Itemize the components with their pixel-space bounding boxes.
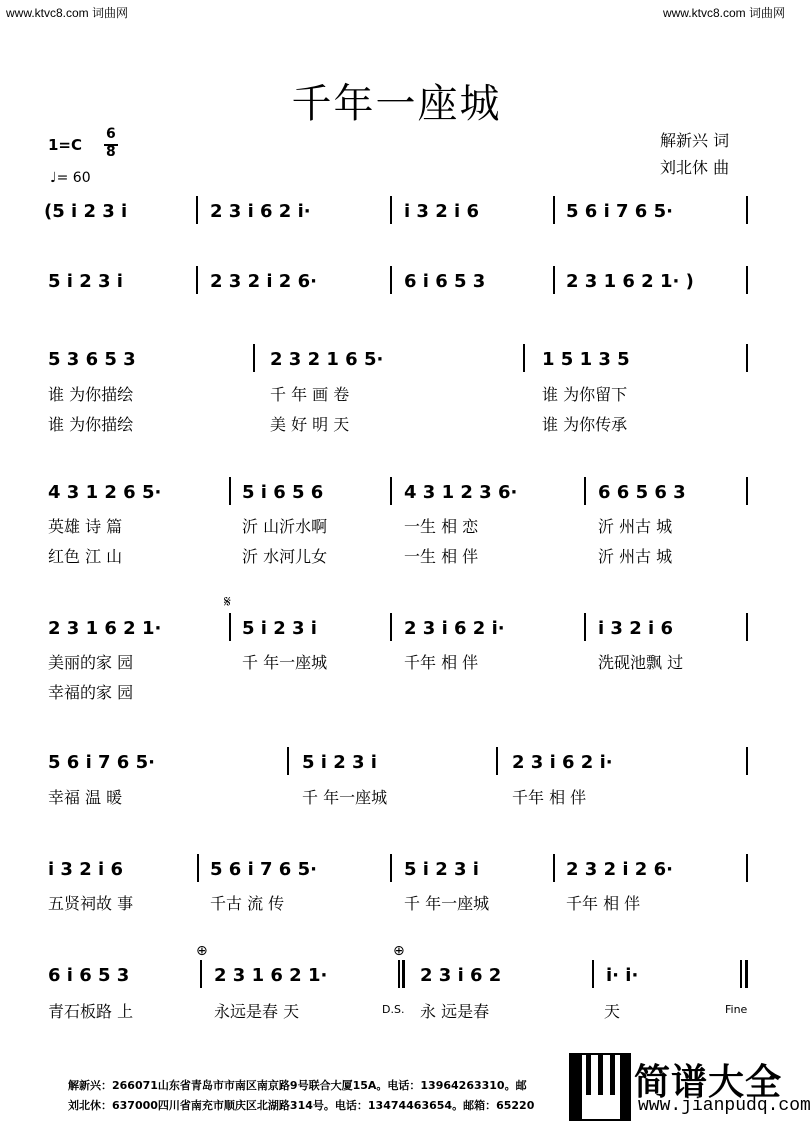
ds-marking: D.S. bbox=[382, 1003, 405, 1016]
row3-lyric1-b: 千 年 画 卷 bbox=[270, 385, 350, 404]
row4-lyric1-a: 英雄 诗 篇 bbox=[48, 517, 123, 536]
row6-measure1: 5 6 i 7 6 5· bbox=[48, 752, 155, 773]
row3-lyric2-b: 美 好 明 天 bbox=[270, 415, 350, 434]
time-signature-bottom: 8 bbox=[106, 144, 116, 160]
barline bbox=[746, 613, 748, 641]
row8-lyric1-d: 天 bbox=[604, 1002, 621, 1021]
footer-lyricist-address: 解新兴：266071山东省青岛市市南区南京路9号联合大厦15A。电话：13964263310。邮 bbox=[68, 1079, 527, 1092]
row2-measure4: 2 3 1 6 2 1· ) bbox=[566, 271, 694, 292]
composer-credit: 刘北休 曲 bbox=[660, 158, 730, 177]
tempo-marking: ♩= 60 bbox=[50, 170, 91, 186]
brand-logo bbox=[568, 1052, 811, 1122]
row3-lyric2-a: 谁 为你描绘 bbox=[48, 415, 134, 434]
row4-lyric2-d: 沂 州古 城 bbox=[598, 547, 673, 566]
row5-lyric1-c: 千年 相 伴 bbox=[404, 653, 479, 672]
row7-lyric1-a: 五贤祠故 事 bbox=[48, 894, 134, 913]
fine-marking: Fine bbox=[725, 1003, 748, 1016]
barline bbox=[584, 613, 586, 641]
row7-lyric1-c: 千 年一座城 bbox=[404, 894, 490, 913]
row5-measure4: i 3 2 i 6 bbox=[598, 618, 673, 639]
barline bbox=[197, 854, 199, 882]
row2-measure2: 2 3 2 i 2 6· bbox=[210, 271, 317, 292]
barline bbox=[390, 477, 392, 505]
row4-measure3: 4 3 1 2 3 6· bbox=[404, 482, 518, 503]
row1-measure3: i 3 2 i 6 bbox=[404, 201, 479, 222]
barline bbox=[390, 196, 392, 224]
repeat-barline bbox=[398, 960, 400, 988]
coda-sign-1: ⊕ bbox=[196, 943, 208, 959]
row6-lyric1-c: 千年 相 伴 bbox=[512, 788, 587, 807]
row2-measure1: 5 i 2 3 i bbox=[48, 271, 123, 292]
row4-measure2: 5 i 6 5 6 bbox=[242, 482, 324, 503]
row7-measure3: 5 i 2 3 i bbox=[404, 859, 479, 880]
barline bbox=[746, 747, 748, 775]
row8-lyric1-a: 青石板路 上 bbox=[48, 1002, 134, 1021]
row4-lyric2-a: 红色 江 山 bbox=[48, 547, 123, 566]
row2-measure3: 6 i 6 5 3 bbox=[404, 271, 486, 292]
row8-lyric1-b: 永远是春 天 bbox=[214, 1002, 300, 1021]
repeat-barline-thick bbox=[402, 960, 405, 988]
barline bbox=[553, 854, 555, 882]
row7-measure1: i 3 2 i 6 bbox=[48, 859, 123, 880]
row4-measure1: 4 3 1 2 6 5· bbox=[48, 482, 162, 503]
barline bbox=[746, 196, 748, 224]
row4-lyric1-c: 一生 相 恋 bbox=[404, 517, 479, 536]
row1-measure4: 5 6 i 7 6 5· bbox=[566, 201, 673, 222]
brand-url: www.jianpudq.com bbox=[638, 1096, 811, 1116]
barline bbox=[553, 266, 555, 294]
barline bbox=[390, 613, 392, 641]
barline bbox=[553, 196, 555, 224]
final-barline-thick bbox=[745, 960, 748, 988]
row1-measure1: (5 i 2 3 i bbox=[44, 201, 128, 222]
row8-lyric1-c: 永 远是春 bbox=[420, 1002, 490, 1021]
row5-measure3: 2 3 i 6 2 i· bbox=[404, 618, 505, 639]
watermark-left: www.ktvc8.com 词曲网 bbox=[6, 6, 129, 20]
barline bbox=[390, 266, 392, 294]
piano-icon bbox=[570, 1054, 630, 1120]
barline bbox=[287, 747, 289, 775]
row8-measure3: 2 3 i 6 2 bbox=[420, 965, 502, 986]
barline bbox=[746, 344, 748, 372]
barline bbox=[584, 477, 586, 505]
final-barline-thin bbox=[740, 960, 742, 988]
barline bbox=[496, 747, 498, 775]
row7-measure2: 5 6 i 7 6 5· bbox=[210, 859, 317, 880]
key-signature: 1=C bbox=[48, 136, 83, 154]
row3-measure3: 1 5 1 3 5 bbox=[542, 349, 630, 370]
row7-lyric1-b: 千古 流 传 bbox=[210, 894, 285, 913]
row5-measure1: 2 3 1 6 2 1· bbox=[48, 618, 162, 639]
barline bbox=[229, 477, 231, 505]
barline bbox=[746, 266, 748, 294]
row3-measure1: 5 3 6 5 3 bbox=[48, 349, 136, 370]
barline bbox=[200, 960, 202, 988]
row6-lyric1-a: 幸福 温 暖 bbox=[48, 788, 123, 807]
row7-lyric1-d: 千年 相 伴 bbox=[566, 894, 641, 913]
barline bbox=[523, 344, 525, 372]
coda-sign-2: ⊕ bbox=[393, 943, 405, 959]
row8-measure1: 6 i 6 5 3 bbox=[48, 965, 130, 986]
watermark-right: www.ktvc8.com 词曲网 bbox=[662, 6, 785, 20]
row5-lyric2-a: 幸福的家 园 bbox=[48, 683, 134, 702]
row4-lyric1-b: 沂 山沂水啊 bbox=[242, 517, 328, 536]
barline bbox=[592, 960, 594, 988]
row4-lyric2-c: 一生 相 伴 bbox=[404, 547, 479, 566]
row4-lyric1-d: 沂 州古 城 bbox=[598, 517, 673, 536]
song-title: 千年一座城 bbox=[291, 81, 502, 127]
row4-lyric2-b: 沂 水河儿女 bbox=[242, 547, 328, 566]
barline bbox=[196, 266, 198, 294]
row1-measure2: 2 3 i 6 2 i· bbox=[210, 201, 311, 222]
row4-measure4: 6 6 5 6 3 bbox=[598, 482, 686, 503]
row3-measure2: 2 3 2 1 6 5· bbox=[270, 349, 384, 370]
row3-lyric1-c: 谁 为你留下 bbox=[542, 385, 628, 404]
row3-lyric2-c: 谁 为你传承 bbox=[542, 415, 628, 434]
footer-composer-address: 刘北休：637000四川省南充市顺庆区北湖路314号。电话：13474463654。邮箱：65220 bbox=[68, 1099, 535, 1112]
barline bbox=[390, 854, 392, 882]
barline bbox=[196, 196, 198, 224]
row5-measure2: 5 i 2 3 i bbox=[242, 618, 317, 639]
brand-name: 简谱大全 bbox=[634, 1062, 783, 1103]
barline bbox=[229, 613, 231, 641]
segno-sign: 𝄋 bbox=[224, 592, 231, 611]
row6-lyric1-b: 千 年一座城 bbox=[302, 788, 388, 807]
row5-lyric1-d: 洗砚池飘 过 bbox=[598, 653, 684, 672]
row6-measure2: 5 i 2 3 i bbox=[302, 752, 377, 773]
barline bbox=[746, 854, 748, 882]
row8-measure2: 2 3 1 6 2 1· bbox=[214, 965, 328, 986]
row6-measure3: 2 3 i 6 2 i· bbox=[512, 752, 613, 773]
lyricist-credit: 解新兴 词 bbox=[660, 131, 730, 150]
barline bbox=[746, 477, 748, 505]
row5-lyric1-a: 美丽的家 园 bbox=[48, 653, 134, 672]
row3-lyric1-a: 谁 为你描绘 bbox=[48, 385, 134, 404]
barline bbox=[253, 344, 255, 372]
row8-measure4: i· i· bbox=[606, 965, 639, 986]
time-signature-top: 6 bbox=[106, 126, 116, 142]
row5-lyric1-b: 千 年一座城 bbox=[242, 653, 328, 672]
row7-measure4: 2 3 2 i 2 6· bbox=[566, 859, 673, 880]
